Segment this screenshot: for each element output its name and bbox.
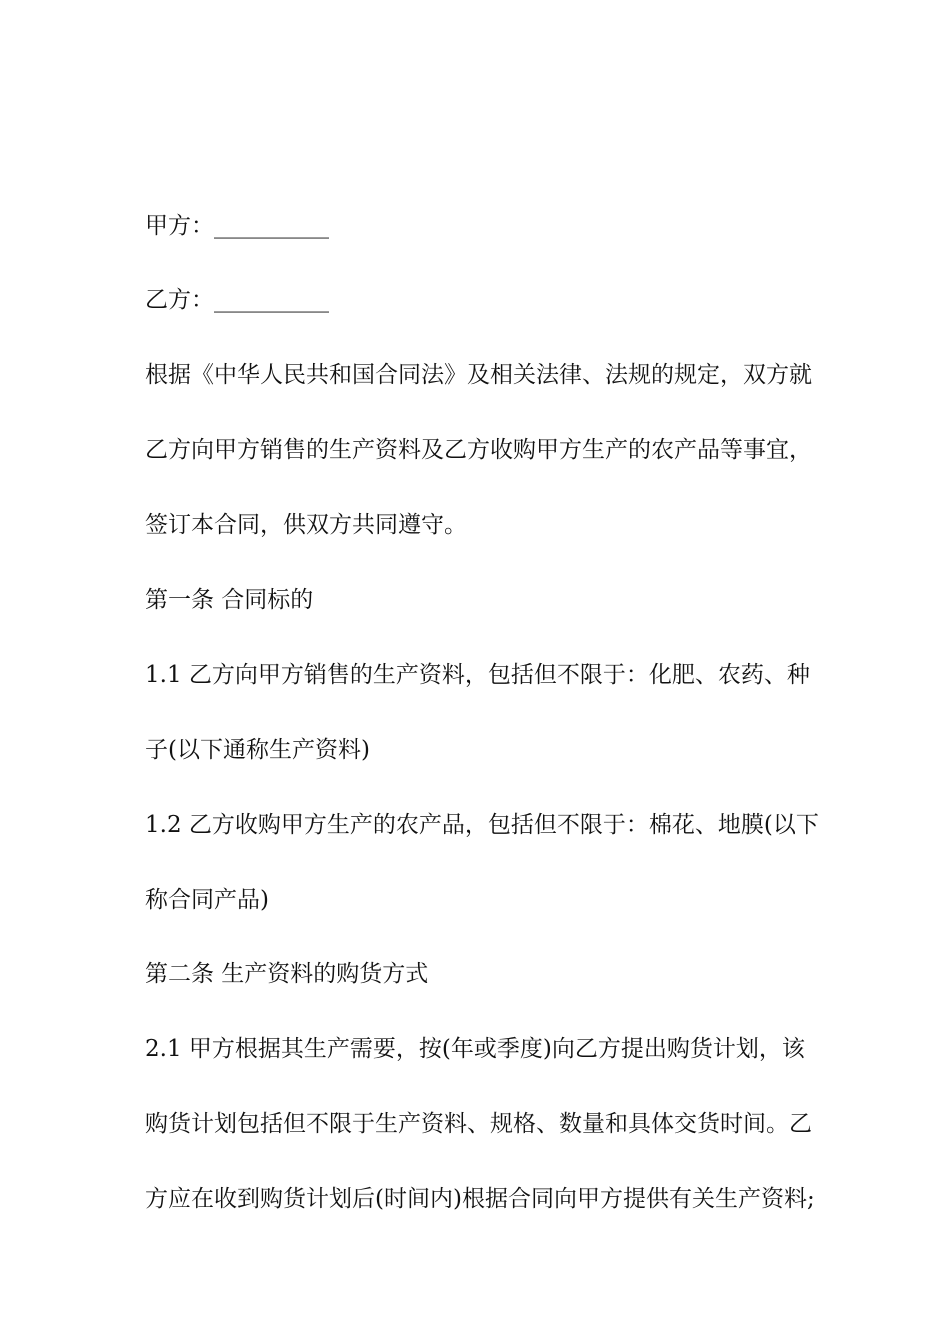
party-b-line: 乙方：__________: [145, 287, 329, 313]
paragraph-line: 签订本合同，供双方共同遵守。: [145, 512, 467, 538]
paragraph-line: 根据《中华人民共和国合同法》及相关法律、法规的规定，双方就: [145, 362, 812, 388]
clause-line: 2.1 甲方根据其生产需要，按(年或季度)向乙方提出购货计划，该: [145, 1036, 805, 1062]
clause-line: 购货计划包括但不限于生产资料、规格、数量和具体交货时间。乙: [145, 1111, 812, 1137]
party-a-line: 甲方：__________: [145, 213, 329, 239]
clause-line: 1.2 乙方收购甲方生产的农产品，包括但不限于：棉花、地膜(以下: [145, 812, 819, 838]
clause-line: 1.1 乙方向甲方销售的生产资料，包括但不限于：化肥、农药、种: [145, 662, 810, 688]
paragraph-line: 乙方向甲方销售的生产资料及乙方收购甲方生产的农产品等事宜，: [145, 437, 812, 463]
section-heading: 第二条 生产资料的购货方式: [145, 961, 429, 987]
clause-line: 方应在收到购货计划后(时间内)根据合同向甲方提供有关生产资料;: [145, 1186, 815, 1212]
clause-line: 称合同产品): [145, 887, 269, 913]
section-heading: 第一条 合同标的: [145, 587, 314, 613]
clause-line: 子(以下通称生产资料): [145, 737, 370, 763]
